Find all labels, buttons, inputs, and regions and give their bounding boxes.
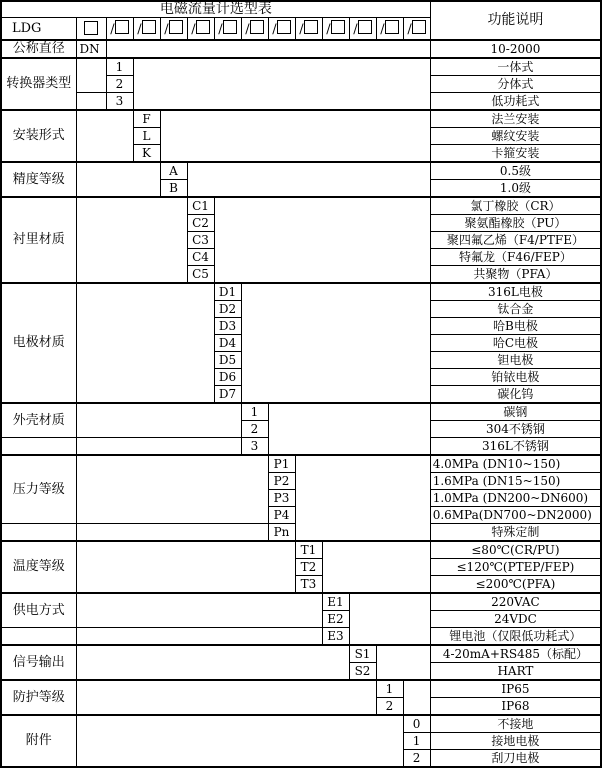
function-description-cell: 1.6MPa (DN15~150) (430, 473, 601, 490)
model-code-slot (403, 18, 430, 41)
empty-right-area (295, 455, 430, 541)
option-code-cell: P4 (268, 507, 295, 524)
code-box-icon (84, 21, 98, 35)
model-code-slot (376, 18, 403, 41)
option-code-cell: C3 (187, 232, 214, 249)
code-box-icon (169, 20, 183, 34)
option-code-cell: 3 (106, 93, 133, 111)
group-label: 信号输出 (1, 645, 76, 680)
function-description-cell: 一体式 (430, 58, 601, 76)
code-box-icon (250, 20, 264, 34)
option-code-cell: D7 (214, 386, 241, 404)
option-row (1, 593, 601, 611)
empty-left-area (76, 162, 160, 197)
function-description-cell: 共聚物（PFA） (430, 266, 601, 284)
function-description-cell: 特殊定制 (430, 524, 601, 542)
empty-left-area (76, 438, 241, 456)
group-label: 转换器类型 (1, 58, 76, 110)
function-description-cell: IP65 (430, 680, 601, 698)
option-code-cell: 2 (403, 750, 430, 768)
slash-separator: / (299, 22, 304, 38)
slash-separator: / (326, 22, 331, 38)
function-description-cell: 锂电池（仅限低功耗式） (430, 628, 601, 646)
function-column-header: 功能说明 (430, 1, 601, 40)
group-label: 电极材质 (1, 283, 76, 403)
function-description-cell: 哈C电极 (430, 335, 601, 352)
option-row (1, 715, 601, 733)
option-code-cell: DN (76, 40, 106, 58)
option-row (1, 110, 601, 128)
code-box-icon (304, 20, 318, 34)
empty-left-area (76, 110, 133, 162)
function-description-cell: 聚氨酯橡胶（PU） (430, 215, 601, 232)
function-description-cell: ≤80℃(CR/PU) (430, 541, 601, 559)
slash-separator: / (164, 22, 169, 38)
option-code-cell: D2 (214, 301, 241, 318)
function-description-cell: 1.0MPa (DN200~DN600) (430, 490, 601, 507)
function-description-cell: 24VDC (430, 611, 601, 628)
option-code-cell: D1 (214, 283, 241, 301)
model-code-slot (241, 18, 268, 41)
option-code-cell: P2 (268, 473, 295, 490)
model-code-slot (322, 18, 349, 41)
empty-right-area (403, 680, 430, 715)
empty-left-area (76, 455, 268, 524)
function-description-cell: 特氟龙（F46/FEP） (430, 249, 601, 266)
empty-label-cell (1, 628, 76, 646)
group-label: 安装形式 (1, 110, 76, 162)
option-code-cell: 1 (241, 403, 268, 421)
empty-left-area (76, 93, 106, 111)
empty-left-area (76, 628, 322, 646)
model-code-slot (133, 18, 160, 41)
function-description-cell: 4-20mA+RS485（标配） (430, 645, 601, 663)
function-description-cell: 1.0级 (430, 180, 601, 198)
code-box-icon (115, 20, 129, 34)
empty-left-area (76, 58, 106, 93)
code-box-icon (412, 20, 426, 34)
group-label: 精度等级 (1, 162, 76, 197)
option-code-cell: 1 (376, 680, 403, 698)
page-title: 电磁流量计选型表 (1, 1, 430, 18)
option-code-cell: E2 (322, 611, 349, 628)
option-code-cell: T3 (295, 576, 322, 594)
option-code-cell: T1 (295, 541, 322, 559)
empty-right-area (214, 197, 430, 283)
model-prefix: LDG (1, 18, 76, 41)
code-box-icon (223, 20, 237, 34)
group-label: 附件 (1, 715, 76, 767)
function-description-cell: ≤200℃(PFA) (430, 576, 601, 594)
option-code-cell: D5 (214, 352, 241, 369)
group-label: 供电方式 (1, 593, 76, 628)
option-row (1, 455, 601, 473)
function-description-cell: 4.0MPa (DN10~150) (430, 455, 601, 473)
option-code-cell: S2 (349, 663, 376, 681)
option-row (1, 628, 601, 646)
option-row (1, 680, 601, 698)
option-code-cell: C2 (187, 215, 214, 232)
option-code-cell: K (133, 145, 160, 163)
title-row (1, 1, 601, 18)
option-code-cell: B (160, 180, 187, 198)
empty-right-area (106, 40, 430, 58)
model-code-slot (187, 18, 214, 41)
empty-left-area (76, 715, 403, 767)
option-code-cell: 2 (241, 421, 268, 438)
option-row (1, 283, 601, 301)
function-description-cell: 304不锈钢 (430, 421, 601, 438)
option-code-cell: C4 (187, 249, 214, 266)
option-code-cell: T2 (295, 559, 322, 576)
group-label: 公称直径 (1, 40, 76, 58)
function-description-cell: 哈B电极 (430, 318, 601, 335)
slash-separator: / (218, 22, 223, 38)
function-description-cell: 聚四氟乙烯（F4/PTFE） (430, 232, 601, 249)
option-code-cell: E1 (322, 593, 349, 611)
option-code-cell: 1 (403, 733, 430, 750)
function-description-cell: 0.5级 (430, 162, 601, 180)
function-description-cell: ≤120℃(PTEP/FEP) (430, 559, 601, 576)
function-description-cell: 接地电极 (430, 733, 601, 750)
empty-left-area (76, 541, 295, 593)
slash-separator: / (272, 22, 277, 38)
function-description-cell: 螺纹安装 (430, 128, 601, 145)
option-row (1, 403, 601, 421)
empty-left-area (76, 680, 376, 715)
empty-left-area (76, 283, 214, 403)
empty-left-area (76, 593, 322, 628)
empty-label-cell (1, 438, 76, 456)
empty-left-area (76, 524, 268, 542)
function-description-cell: 钽电极 (430, 352, 601, 369)
empty-right-area (268, 403, 430, 455)
code-box-icon (196, 20, 210, 34)
option-code-cell: D3 (214, 318, 241, 335)
empty-right-area (241, 283, 430, 403)
option-code-cell: C5 (187, 266, 214, 284)
empty-right-area (376, 645, 430, 680)
empty-right-area (133, 58, 430, 110)
empty-left-area (76, 403, 241, 438)
model-code-slot (160, 18, 187, 41)
slash-separator: / (191, 22, 196, 38)
option-row (1, 40, 601, 58)
table-body (1, 1, 601, 767)
option-code-cell: L (133, 128, 160, 145)
option-code-cell: E3 (322, 628, 349, 646)
slash-separator: / (353, 22, 358, 38)
slash-separator: / (137, 22, 142, 38)
option-code-cell: D4 (214, 335, 241, 352)
option-code-cell: P1 (268, 455, 295, 473)
empty-right-area (322, 541, 430, 593)
function-description-cell: 钛合金 (430, 301, 601, 318)
option-row (1, 645, 601, 663)
code-box-icon (358, 20, 372, 34)
option-row (1, 162, 601, 180)
group-label: 外壳材质 (1, 403, 76, 438)
model-code-slot (295, 18, 322, 41)
function-description-cell: 10-2000 (430, 40, 601, 58)
function-description-cell: 碳钢 (430, 403, 601, 421)
option-code-cell: F (133, 110, 160, 128)
slash-separator: / (110, 22, 115, 38)
empty-right-area (160, 110, 430, 162)
option-code-cell: P3 (268, 490, 295, 507)
option-code-cell: D6 (214, 369, 241, 386)
function-description-cell: HART (430, 663, 601, 681)
option-code-cell: 0 (403, 715, 430, 733)
empty-left-area (76, 645, 349, 680)
function-description-cell: 氯丁橡胶（CR） (430, 197, 601, 215)
option-row (1, 58, 601, 76)
function-description-cell: IP68 (430, 698, 601, 716)
option-row (1, 197, 601, 215)
group-label: 温度等级 (1, 541, 76, 593)
function-description-cell: 0.6MPa(DN700~DN2000) (430, 507, 601, 524)
option-code-cell: S1 (349, 645, 376, 663)
slash-separator: / (407, 22, 412, 38)
code-box-icon (277, 20, 291, 34)
group-label: 防护等级 (1, 680, 76, 715)
code-box-icon (331, 20, 345, 34)
group-label: 压力等级 (1, 455, 76, 524)
empty-right-area (187, 162, 430, 197)
option-code-cell: C1 (187, 197, 214, 215)
model-code-slot (349, 18, 376, 41)
function-description-cell: 铂铱电极 (430, 369, 601, 386)
option-row (1, 541, 601, 559)
function-description-cell: 卡箍安装 (430, 145, 601, 163)
model-code-slot (214, 18, 241, 41)
function-description-cell: 316L不锈钢 (430, 438, 601, 456)
function-description-cell: 低功耗式 (430, 93, 601, 111)
empty-right-area (349, 593, 430, 645)
option-code-cell: 2 (376, 698, 403, 716)
function-description-cell: 220VAC (430, 593, 601, 611)
function-description-cell: 316L电极 (430, 283, 601, 301)
function-description-cell: 分体式 (430, 76, 601, 93)
empty-left-area (76, 197, 187, 283)
function-description-cell: 刮刀电极 (430, 750, 601, 768)
slash-separator: / (380, 22, 385, 38)
slash-separator: / (245, 22, 250, 38)
function-description-cell: 碳化钨 (430, 386, 601, 404)
option-code-cell: 1 (106, 58, 133, 76)
option-code-cell: 2 (106, 76, 133, 93)
model-code-slot (268, 18, 295, 41)
code-box-icon (385, 20, 399, 34)
option-code-cell: Pn (268, 524, 295, 542)
code-box-icon (142, 20, 156, 34)
function-description-cell: 不接地 (430, 715, 601, 733)
model-code-slot (76, 18, 106, 41)
model-code-slot (106, 18, 133, 41)
group-label: 衬里材质 (1, 197, 76, 283)
function-description-cell: 法兰安装 (430, 110, 601, 128)
option-code-cell: A (160, 162, 187, 180)
empty-label-cell (1, 524, 76, 542)
option-code-cell: 3 (241, 438, 268, 456)
